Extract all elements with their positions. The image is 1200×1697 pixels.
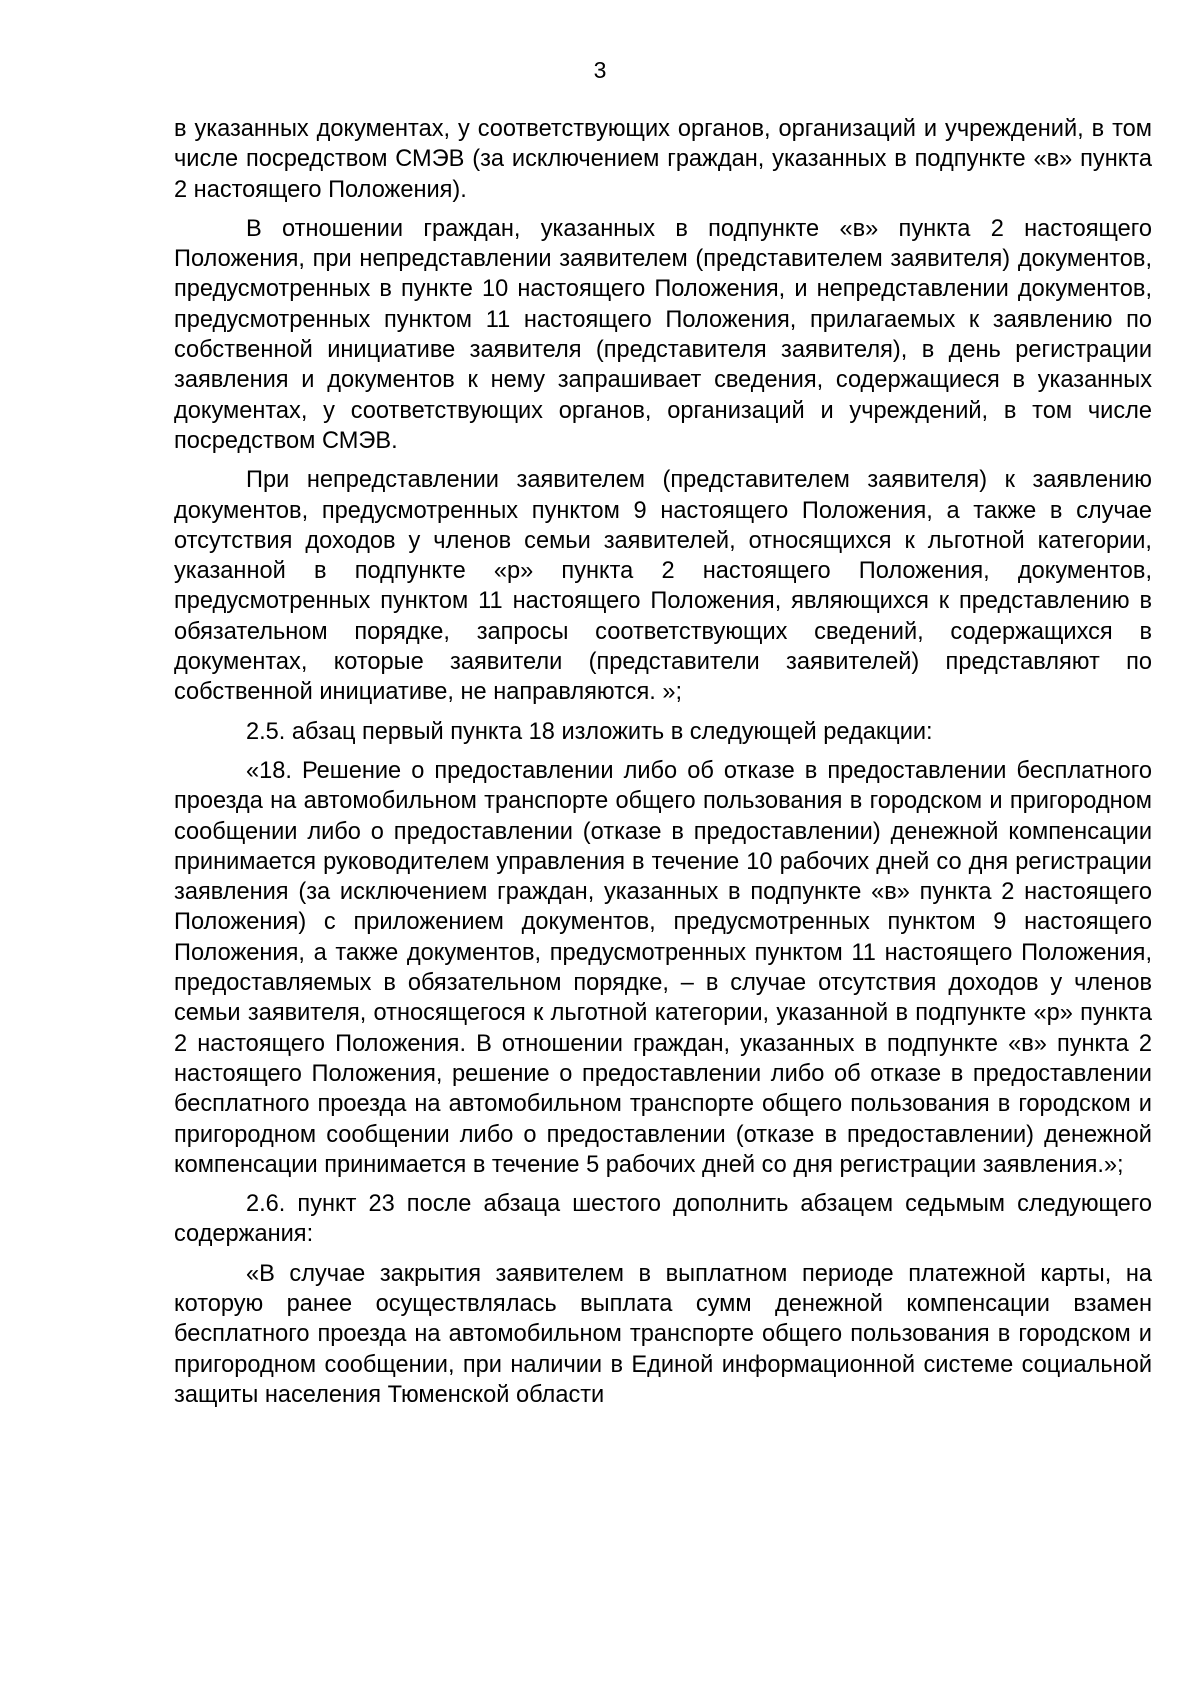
paragraph-amendment-2-5: 2.5. абзац первый пункта 18 изложить в следующей редакции: [246, 718, 933, 745]
page-number: 3 [593, 57, 607, 83]
paragraph-citizens-subparagraph-v: В отношении граждан, указанных в подпункте «в» пункта 2 настоящего Положения, при непредставлении заявителем (представителем заявителя) документов, предусмотренных в пункте 10 настоящего Положения, и непредставлении документов, предусмотренных пунктом 11 настоящего Положения, прилагаемых к заявлению по собственной инициативе заявителя (представителя заявителя), в день регистрации заявления и документов к нему запрашивает сведения, содержащиеся в указанных документах, у соответствующих органов, организаций и учреждений, в том числе посредством СМЭВ. [174, 215, 1152, 454]
paragraph-continuation: в указанных документах, у соответствующих органов, организаций и учреждений, в том числе посредством СМЭВ (за исключением граждан, указанных в подпункте «в» пункта 2 настоящего Положения). [174, 116, 1152, 203]
document-body [174, 114, 1152, 1419]
paragraph-non-submission: При непредставлении заявителем (представителем заявителя) к заявлению документов, предусмотренных пунктом 9 настоящего Положения, а также в случае отсутствия доходов у членов семьи заявителей, относящихся к льготной категории, указанной в подпункте «р» пункта 2 настоящего Положения, документов, предусмотренных пунктом 11 настоящего Положения, являющихся к представлению в обязательном порядке, запросы соответствующих сведений, содержащихся в документах, которые заявители (представители заявителей) представляют по собственной инициативе, не направляются. »; [174, 467, 1152, 706]
paragraph-amendment-2-6: 2.6. пункт 23 после абзаца шестого дополнить абзацем седьмым следующего содержания: [174, 1191, 1152, 1248]
paragraph-card-closure: «В случае закрытия заявителем в выплатном периоде платежной карты, на которую ранее осуществлялась выплата сумм денежной компенсации взамен бесплатного проезда на автомобильном транспорте общего пользования в городском и пригородном сообщении, при наличии в Единой информационной системе социальной защиты населения Тюменской области [174, 1260, 1152, 1408]
paragraph-clause-18: «18. Решение о предоставлении либо об отказе в предоставлении бесплатного проезда на автомобильном транспорте общего пользования в городском и пригородном сообщении либо о предоставлении (отказе в предоставлении) денежной компенсации принимается руководителем управления в течение 10 рабочих дней со дня регистрации заявления (за исключением граждан, указанных в подпункте «в» пункта 2 настоящего Положения) с приложением документов, предусмотренных пунктом 9 настоящего Положения, а также документов, предусмотренных пунктом 11 настоящего Положения, предоставляемых в обязательном порядке, – в случае отсутствия доходов у членов семьи заявителя, относящегося к льготной категории, указанной в подпункте «р» пункта 2 настоящего Положения. В отношении граждан, указанных в подпункте «в» пункта 2 настоящего Положения, решение о предоставлении либо об отказе в предоставлении бесплатного проезда на автомобильном транспорте общего пользования в городском и пригородном сообщении либо о предоставлении (отказе в предоставлении) денежной компенсации принимается в течение 5 рабочих дней со дня регистрации заявления.»; [174, 757, 1152, 1178]
